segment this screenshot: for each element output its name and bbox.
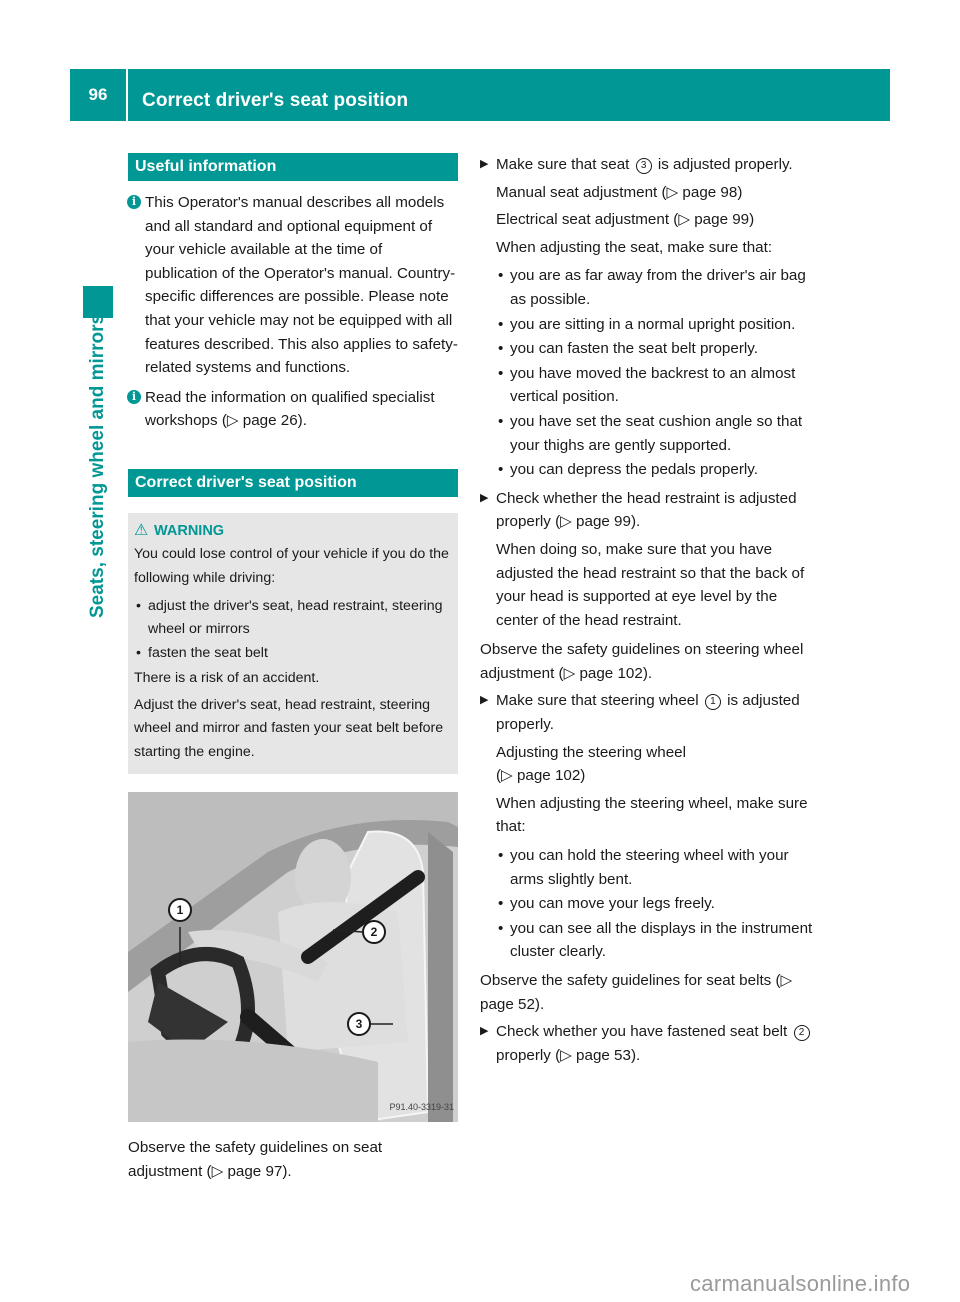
- warning-intro: You could lose control of your vehicle if you do the following while driving:: [134, 546, 449, 586]
- callout-2-seat-belt: 2: [362, 920, 386, 944]
- warning-box: [128, 513, 458, 774]
- callout-1-steering-wheel: 1: [168, 898, 192, 922]
- steering-check-bullet: • you can move your legs freely.: [480, 892, 816, 916]
- warning-instruction: Adjust the driver's seat, head restraint, steering wheel and mirror and fasten your seat belt before starting the engine.: [134, 697, 444, 760]
- steering-check-bullet: • you can see all the displays in the instrument cluster clearly.: [480, 917, 816, 964]
- step-steering-wheel: ▶ Make sure that steering wheel 1 is adjusted properly.: [480, 689, 816, 736]
- seat-belt-guideline-link[interactable]: Observe the safety guidelines for seat belts (▷ page 52).: [480, 972, 793, 1013]
- info-note-text: This Operator's manual describes all models and all standard and optional equipment of your vehicle available at the time of publication of the Operator's manual. Country-specific differences are possible. Please note that your vehicle may not be equipped with all features described. This also applies to safety-related systems and functions.: [145, 194, 458, 377]
- right-column: [480, 153, 816, 1067]
- head-restraint-link[interactable]: Check whether the head restraint is adjusted properly (▷ page 99).: [496, 489, 797, 531]
- step-seat-adjusted: ▶ Make sure that seat 3 is adjusted properly.: [480, 153, 816, 177]
- callout-ref-1: 1: [705, 694, 721, 710]
- page-title: Correct driver's seat position: [142, 90, 409, 111]
- callout-ref-2: 2: [794, 1025, 810, 1041]
- info-icon: i: [127, 195, 141, 209]
- driver-seat-drawing: [128, 792, 458, 1122]
- steering-guideline-link[interactable]: Observe the safety guidelines on steering wheel adjustment (▷ page 102).: [480, 641, 804, 682]
- callout-3-seat: 3: [347, 1012, 371, 1036]
- step-seat-belt: ▶ Check whether you have fastened seat belt 2 properly (▷ page 53).: [480, 1020, 816, 1067]
- steering-check-bullet: • you can hold the steering wheel with your arms slightly bent.: [480, 844, 816, 891]
- info-note-link-text[interactable]: Read the information on qualified specialist workshops (▷ page 26).: [145, 388, 435, 430]
- warning-title: WARNING: [154, 522, 225, 539]
- step-arrow-icon: ▶: [480, 1025, 489, 1038]
- seat-check-bullet: • you are sitting in a normal upright position.: [480, 313, 816, 337]
- figure-code: P91.40-3319-31: [389, 1102, 454, 1113]
- warning-triangle-icon: ⚠: [134, 521, 149, 539]
- electrical-seat-adjustment-link[interactable]: Electrical seat adjustment (▷ page 99): [496, 211, 755, 229]
- info-note: [128, 386, 458, 433]
- driver-seat-illustration: [128, 792, 458, 1122]
- steering-lead-text: When adjusting the steering wheel, make sure that:: [496, 794, 808, 836]
- info-note: [128, 191, 458, 380]
- page-number: 96: [88, 85, 108, 104]
- info-icon: i: [127, 390, 141, 404]
- step-arrow-icon: ▶: [480, 491, 489, 504]
- step-arrow-icon: ▶: [480, 158, 489, 170]
- step-head-restraint: [480, 487, 816, 534]
- watermark: carmanualsonline.info: [690, 1271, 911, 1296]
- seat-check-bullet: • you can fasten the seat belt properly.: [480, 337, 816, 361]
- warning-risk: There is a risk of an accident.: [134, 669, 320, 686]
- adjusting-steering-wheel-link[interactable]: Adjusting the steering wheel (▷ page 102): [496, 743, 686, 785]
- seat-lead-text: When adjusting the seat, make sure that:: [496, 238, 773, 256]
- left-column: [128, 153, 458, 1183]
- seat-belt-link[interactable]: properly (▷ page 53).: [496, 1046, 641, 1064]
- warning-bullet: • fasten the seat belt: [134, 642, 452, 665]
- manual-seat-adjustment-link[interactable]: Manual seat adjustment (▷ page 98): [496, 183, 743, 201]
- seat-adjustment-guideline-link[interactable]: Observe the safety guidelines on seat adjustment (▷ page 97).: [128, 1138, 383, 1180]
- warning-bullet: • adjust the driver's seat, head restraint, steering wheel or mirrors: [134, 595, 452, 642]
- header-divider: [126, 69, 128, 121]
- seat-check-bullet: • you are as far away from the driver's air bag as possible.: [480, 264, 816, 311]
- chapter-tab-label: Seats, steering wheel and mirrors: [87, 313, 108, 618]
- section-heading-useful-information: Useful information: [128, 153, 458, 181]
- head-restraint-detail: When doing so, make sure that you have adjusted the head restraint so that the back of your head is supported at eye level by the center of the head restraint.: [496, 540, 805, 629]
- seat-check-bullet: • you have set the seat cushion angle so that your thighs are gently supported.: [480, 410, 816, 457]
- seat-check-bullet: • you have moved the backrest to an almost vertical position.: [480, 362, 816, 409]
- callout-ref-3: 3: [636, 158, 652, 174]
- page-header: [70, 69, 890, 121]
- seat-check-bullet: • you can depress the pedals properly.: [480, 458, 816, 482]
- section-heading-correct-seat-position: Correct driver's seat position: [128, 469, 458, 497]
- step-arrow-icon: ▶: [480, 694, 489, 707]
